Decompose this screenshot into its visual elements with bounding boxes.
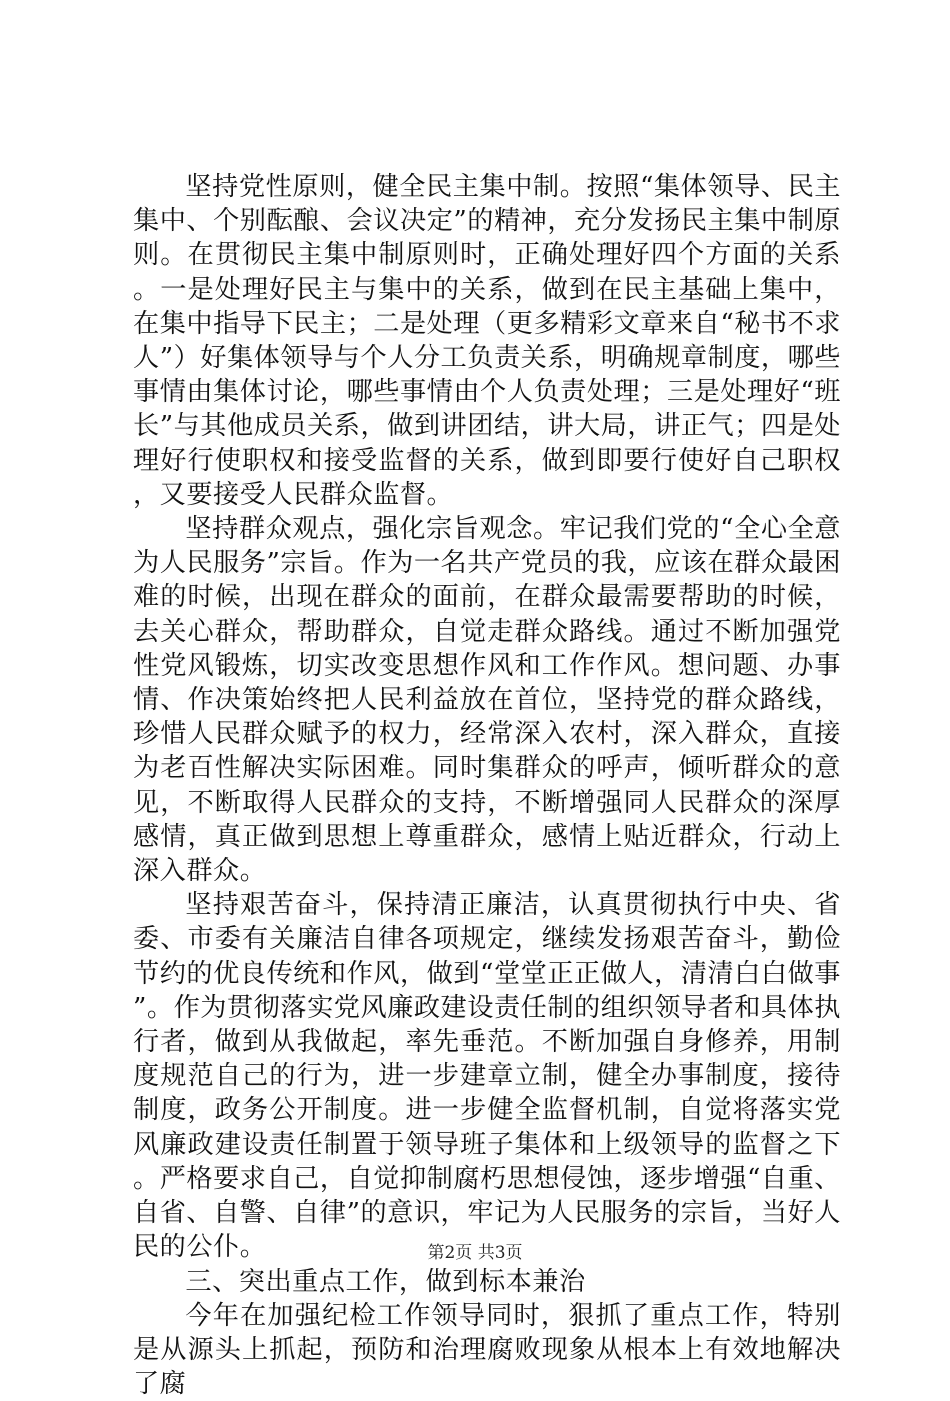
page-footer xyxy=(0,1242,950,1264)
paragraph-hard-work-integrity: 坚持艰苦奋斗，保持清正廉洁，认真贯彻执行中央、省委、市委有关廉洁自律各项规定，继续发扬艰苦奋斗，勤俭节约的优良传统和作风，做到“堂堂正正做人，清清白白做事”。作为贯彻落实党风廉政建设责任制的组织领导者和具体执行者，做到从我做起，率先垂范。不断加强自身修养，用制度规范自己的行为，进一步建章立制，健全办事制度，接待制度，政务公开制度。进一步健全监督机制，自觉将落实党风廉政建设责任制置于领导班子集体和上级领导的监督之下。严格要求自己，自觉抑制腐朽思想侵蚀，逐步增强“自重、自省、自警、自律”的意识，牢记为人民服务的宗旨，当好人民的公仆。 xyxy=(133,890,841,1263)
page-number-label: 第2页 共3页 xyxy=(427,1243,523,1263)
paragraph-mass-viewpoint: 坚持群众观点，强化宗旨观念。牢记我们党的“全心全意为人民服务”宗旨。作为一名共产党员的我，应该在群众最困难的时候，出现在群众的面前，在群众最需要帮助的时候，去关心群众，帮助群众，自觉走群众路线。通过不断加强党性党风锻炼，切实改变思想作风和工作作风。想问题、办事情、作决策始终把人民利益放在首位，坚持党的群众路线，珍惜人民群众赋予的权力，经常深入农村，深入群众，直接为老百性解决实际困难。同时集群众的呼声，倾听群众的意见，不断取得人民群众的支持，不断增强同人民群众的深厚感情，真正做到思想上尊重群众，感情上贴近群众，行动上深入群众。 xyxy=(133,514,841,887)
document-body xyxy=(133,170,841,1401)
paragraph-democratic-centralism: 坚持党性原则，健全民主集中制。按照“集体领导、民主集中、个别酝酿、会议决定”的精神，充分发扬民主集中制原则。在贯彻民主集中制原则时，正确处理好四个方面的关系。一是处理好民主与集中的关系，做到在民主基础上集中，在集中指导下民主；二是处理（更多精彩文章来自“秘书不求人”）好集体领导与个人分工负责关系，明确规章制度，哪些事情由集体讨论，哪些事情由个人负责处理；三是处理好“班长”与其他成员关系，做到讲团结，讲大局，讲正气；四是处理好行使职权和接受监督的关系，做到即要行使好自己职权，又要接受人民群众监督。 xyxy=(133,172,841,510)
section-heading-key-work: 三、突出重点工作，做到标本兼治 xyxy=(185,1266,586,1297)
paragraph-key-work: 今年在加强纪检工作领导同时，狠抓了重点工作，特别是从源头上抓起，预防和治理腐败现象从根本上有效地解决了腐 xyxy=(133,1300,841,1400)
